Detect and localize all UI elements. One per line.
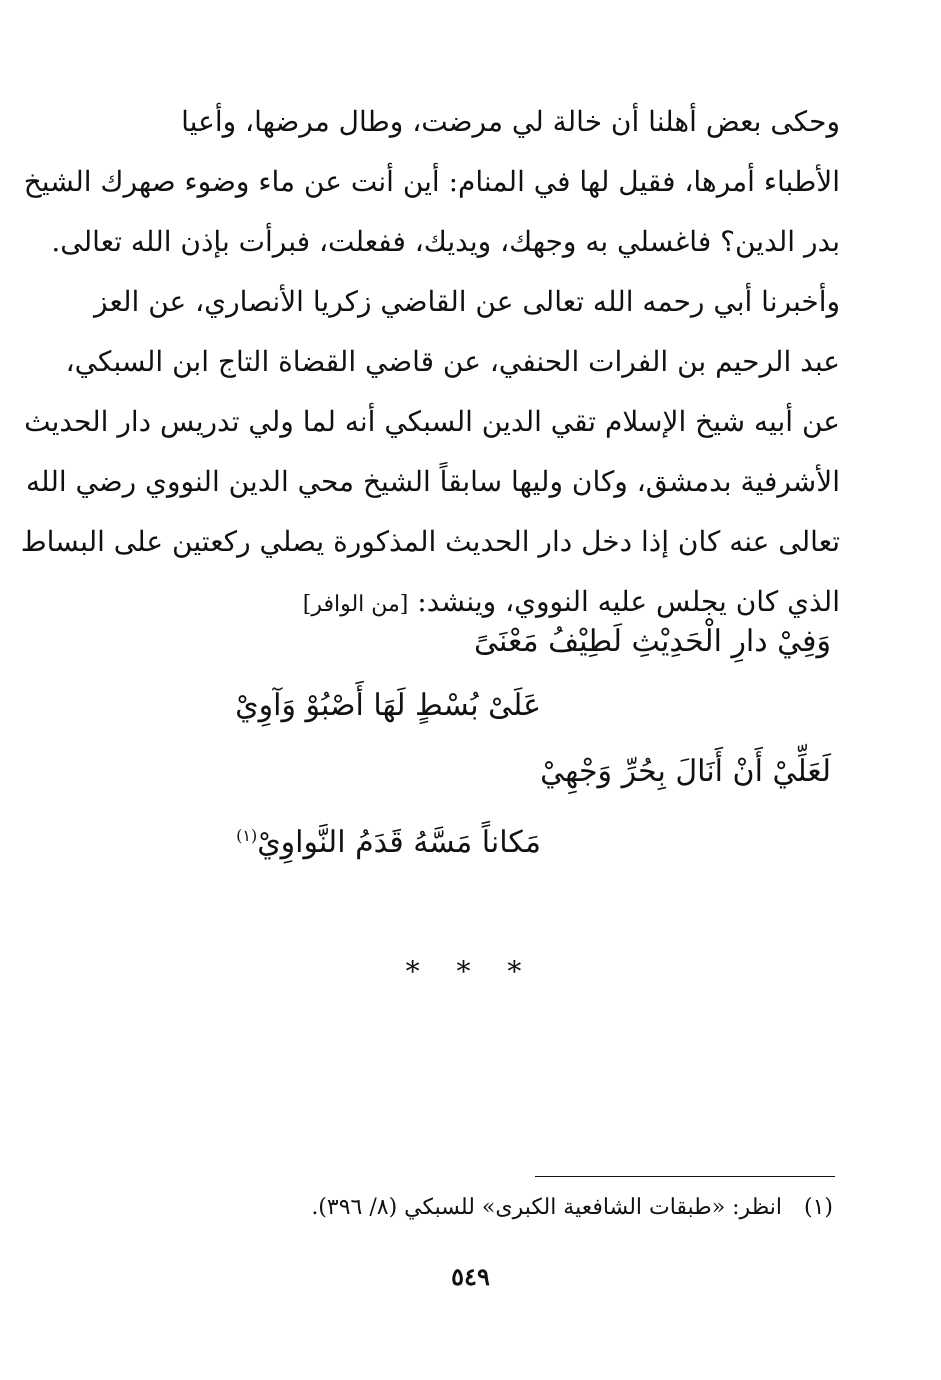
paragraph-line: الأطباء أمرها، فقيل لها في المنام: أين أنت عن ماء وضوء صهرك الشيخ: [23, 165, 840, 198]
paragraph-1: [23, 92, 840, 272]
footnote-text: انظر: «طبقات الشافعية الكبرى» للسبكي (٨/ ٣٩٦).: [311, 1195, 782, 1220]
paragraph-line: وأخبرنا أبي رحمه الله تعالى عن القاضي زكريا الأنصاري، عن العز: [94, 285, 840, 318]
footnote: [311, 1190, 833, 1226]
verse-4: [236, 816, 541, 863]
paragraph-line: وحكى بعض أهلنا أن خالة لي مرضت، وطال مرضها، وأعيا: [181, 105, 840, 138]
verse-1: وَفِيْ دارِ الْحَدِيْثِ لَطِيْفُ مَعْنَىً: [473, 624, 831, 659]
paragraph-2: [20, 272, 840, 632]
footnote-reference[interactable]: (١): [236, 826, 258, 845]
verse-text: مَكاناً مَسَّهُ قَدَمُ النَّواوِيْ: [257, 825, 541, 860]
paragraph-line: الأشرفية بدمشق، وكان وليها سابقاً الشيخ محي الدين النووي رضي الله: [26, 465, 840, 498]
page-number: ٥٤٩: [451, 1262, 490, 1291]
paragraph-line: عبد الرحيم بن الفرات الحنفي، عن قاضي القضاة التاج ابن السبكي،: [65, 345, 840, 378]
paragraph-line: بدر الدين؟ فاغسلي به وجهك، ويديك، ففعلت، فبرأت بإذن الله تعالى.: [51, 225, 840, 258]
footnote-number: (١): [803, 1195, 833, 1220]
verse-2: عَلَىْ بُسْطٍ لَهَا أَصْبُوْ وَآوِيْ: [235, 688, 541, 723]
meter-tag: [من الوافر]: [302, 592, 409, 617]
footnote-divider: [535, 1176, 835, 1177]
paragraph-line: عن أبيه شيخ الإسلام تقي الدين السبكي أنه لما ولي تدريس دار الحديث: [24, 405, 840, 438]
paragraph-line: تعالى عنه كان إذا دخل دار الحديث المذكورة يصلي ركعتين على البساط: [20, 525, 840, 558]
section-separator: * * *: [405, 955, 536, 988]
paragraph-text: الذي كان يجلس عليه النووي، وينشد:: [417, 585, 840, 618]
verse-3: لَعَلِّيْ أَنْ أَنَالَ بِحُرِّ وَجْهِيْ: [540, 754, 831, 789]
